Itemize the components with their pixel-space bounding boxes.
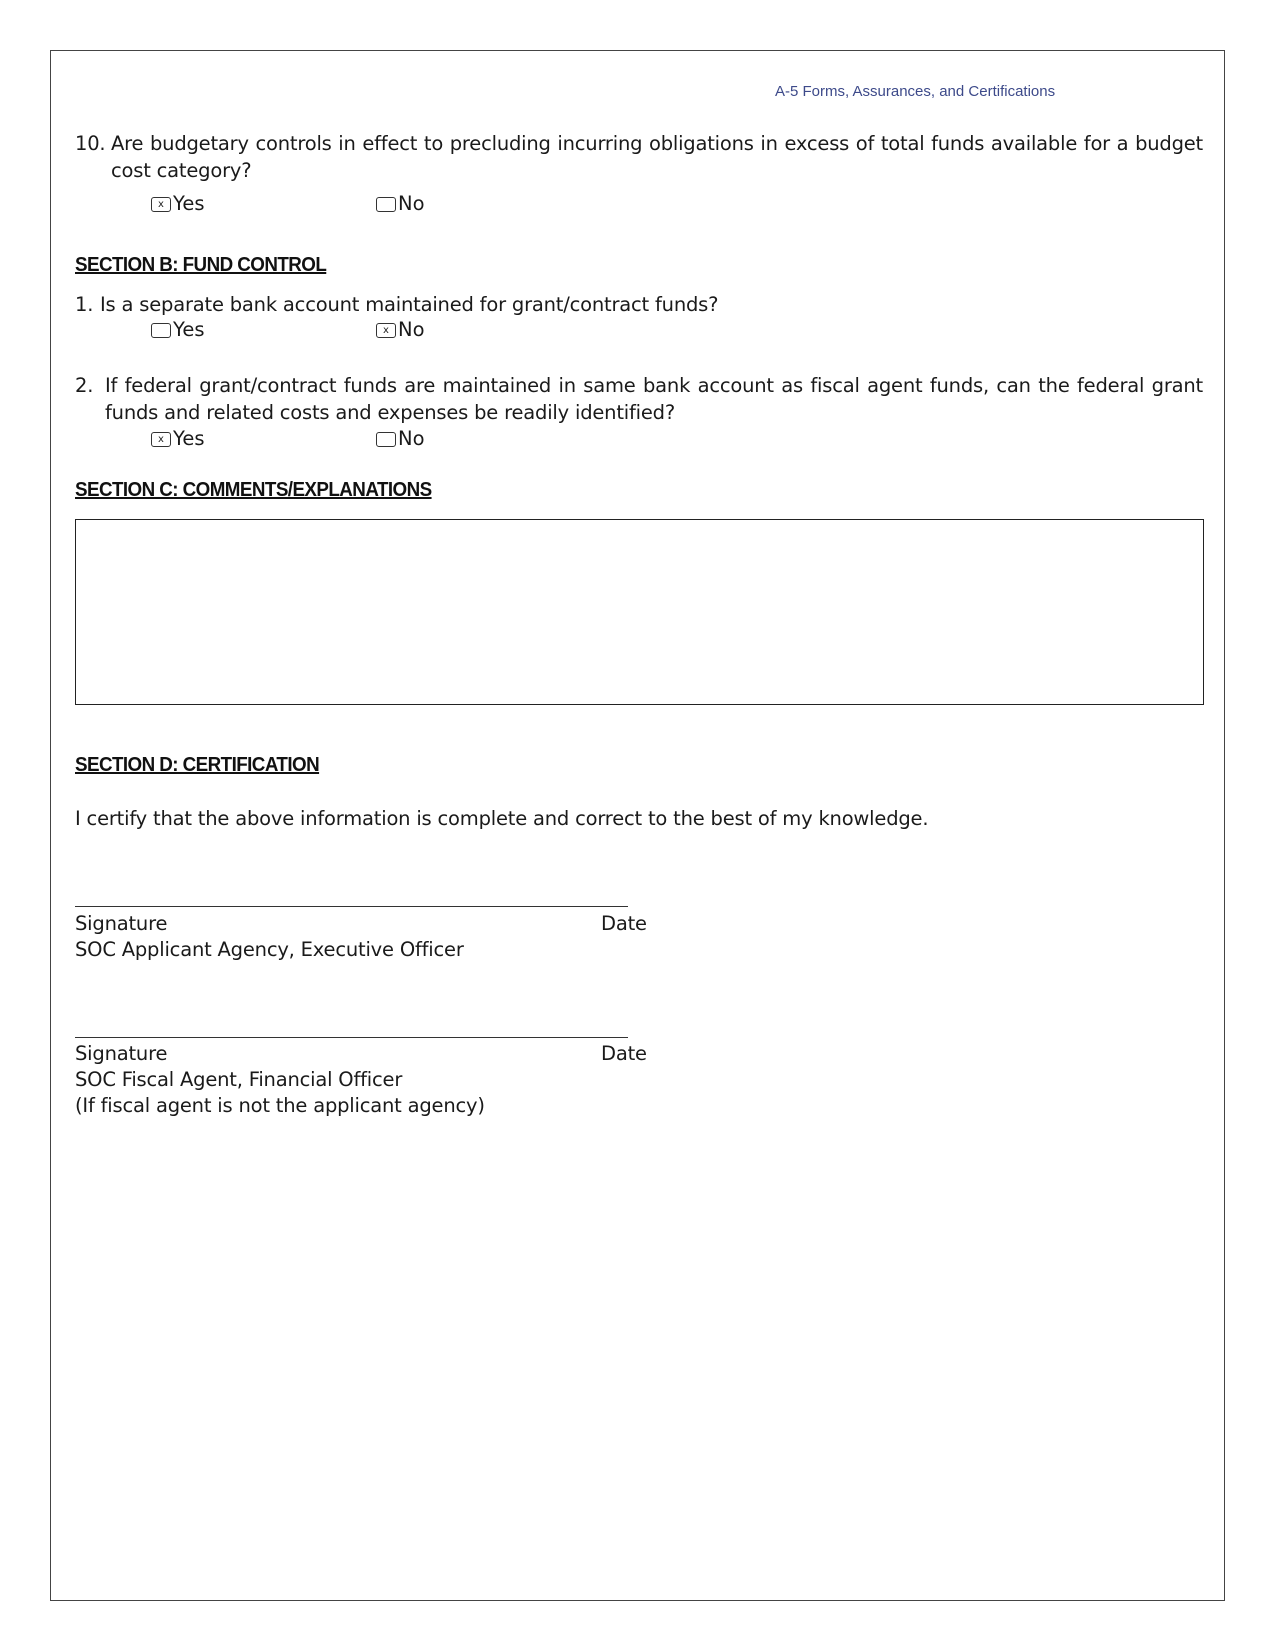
question-10-number: 10.: [75, 132, 106, 155]
signer-role-2: SOC Fiscal Agent, Financial Officer: [75, 1068, 403, 1091]
signature-line-1[interactable]: [75, 906, 628, 907]
question-b2-number: 2.: [75, 374, 94, 397]
signer-role-2-note: (If fiscal agent is not the applicant agency): [75, 1094, 485, 1117]
question-10: [75, 130, 1203, 184]
signature-line-2[interactable]: [75, 1037, 628, 1038]
question-10-option-no[interactable]: [376, 192, 425, 216]
checkbox-unchecked-icon[interactable]: [376, 197, 396, 212]
certification-statement: I certify that the above information is complete and correct to the best of my knowledge.: [75, 807, 929, 830]
question-b2: [75, 372, 1203, 426]
checkbox-checked-icon[interactable]: x: [151, 432, 171, 447]
option-label: Yes: [173, 427, 205, 450]
question-b2-option-yes[interactable]: [151, 427, 204, 451]
question-b1: [75, 291, 1203, 318]
section-c-heading: SECTION C: COMMENTS/EXPLANATIONS: [75, 479, 432, 501]
date-label-1: Date: [601, 912, 647, 935]
question-b1-option-yes[interactable]: [151, 318, 204, 342]
option-label: No: [398, 427, 425, 450]
checkbox-unchecked-icon[interactable]: [151, 323, 171, 338]
signature-label-2: Signature: [75, 1042, 168, 1065]
section-b-heading: SECTION B: FUND CONTROL: [75, 254, 327, 276]
option-label: Yes: [173, 192, 205, 215]
section-d-heading: SECTION D: CERTIFICATION: [75, 754, 320, 776]
question-10-option-yes[interactable]: [151, 192, 204, 216]
option-label: No: [398, 318, 425, 341]
signer-role-1: SOC Applicant Agency, Executive Officer: [75, 938, 464, 961]
page-header-title: A-5 Forms, Assurances, and Certifications: [775, 83, 1056, 100]
checkbox-checked-icon[interactable]: x: [151, 197, 171, 212]
option-label: No: [398, 192, 425, 215]
question-b1-option-no[interactable]: [376, 318, 425, 342]
option-label: Yes: [173, 318, 205, 341]
date-label-2: Date: [601, 1042, 647, 1065]
question-b1-number: 1.: [75, 293, 94, 316]
question-10-text: Are budgetary controls in effect to precluding incurring obligations in excess of total funds available for a budget cost category?: [111, 132, 1203, 182]
question-b2-option-no[interactable]: [376, 427, 425, 451]
checkbox-checked-icon[interactable]: x: [376, 323, 396, 338]
checkbox-unchecked-icon[interactable]: [376, 432, 396, 447]
comments-textarea[interactable]: [75, 519, 1204, 705]
question-b1-text: Is a separate bank account maintained for grant/contract funds?: [100, 293, 719, 316]
signature-label-1: Signature: [75, 912, 168, 935]
question-b2-text: If federal grant/contract funds are maintained in same bank account as fiscal agent funds, can the federal grant funds and related costs and expenses be readily identified?: [105, 374, 1203, 424]
